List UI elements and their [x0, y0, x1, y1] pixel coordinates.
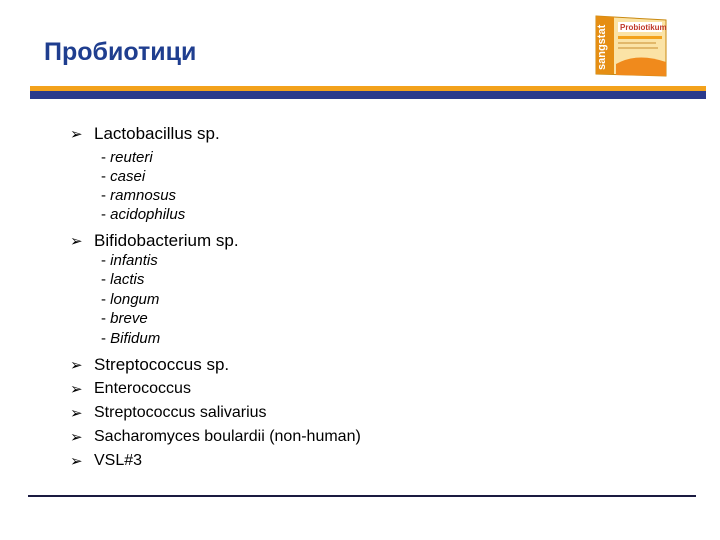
bullet-lactobacillus: ➢ Lactobacillus sp.: [70, 124, 220, 143]
sub-item: - Bifidum: [101, 330, 161, 347]
footer-divider: [28, 495, 696, 497]
sub-item: - reuteri: [101, 149, 153, 166]
bullet-streptococcus: ➢ Streptococcus sp.: [70, 355, 230, 374]
sub-item: - longum: [101, 291, 160, 308]
slide-title: Пробиотици: [44, 38, 197, 66]
bullet-vsl3: ➢ VSL#3: [70, 452, 143, 470]
arrow-bullet-icon: ➢: [70, 380, 83, 398]
sub-item: - ramnosus: [101, 187, 177, 204]
arrow-bullet-icon: ➢: [70, 452, 83, 470]
arrow-bullet-icon: ➢: [70, 428, 83, 446]
sub-item: - infantis: [101, 252, 158, 269]
arrow-bullet-icon: ➢: [70, 125, 83, 143]
bullet-streptococcus-salivarius: ➢ Streptococcus salivarius: [70, 404, 267, 422]
sub-item: - breve: [101, 310, 148, 327]
bullet-sacharomyces: ➢ Sacharomyces boulardii (non-human): [70, 428, 361, 446]
bullet-enterococcus: ➢ Enterococcus: [70, 380, 191, 398]
svg-text:Probiotikum: Probiotikum: [620, 23, 667, 32]
bullet-bifidobacterium: ➢ Bifidobacterium sp.: [70, 231, 239, 250]
sub-item: - lactis: [101, 271, 145, 288]
arrow-bullet-icon: ➢: [70, 356, 83, 374]
svg-text:sangstat: sangstat: [596, 24, 608, 70]
sub-item: - casei: [101, 168, 146, 185]
arrow-bullet-icon: ➢: [70, 232, 83, 250]
arrow-bullet-icon: ➢: [70, 404, 83, 422]
sub-item: - acidophilus: [101, 206, 186, 223]
